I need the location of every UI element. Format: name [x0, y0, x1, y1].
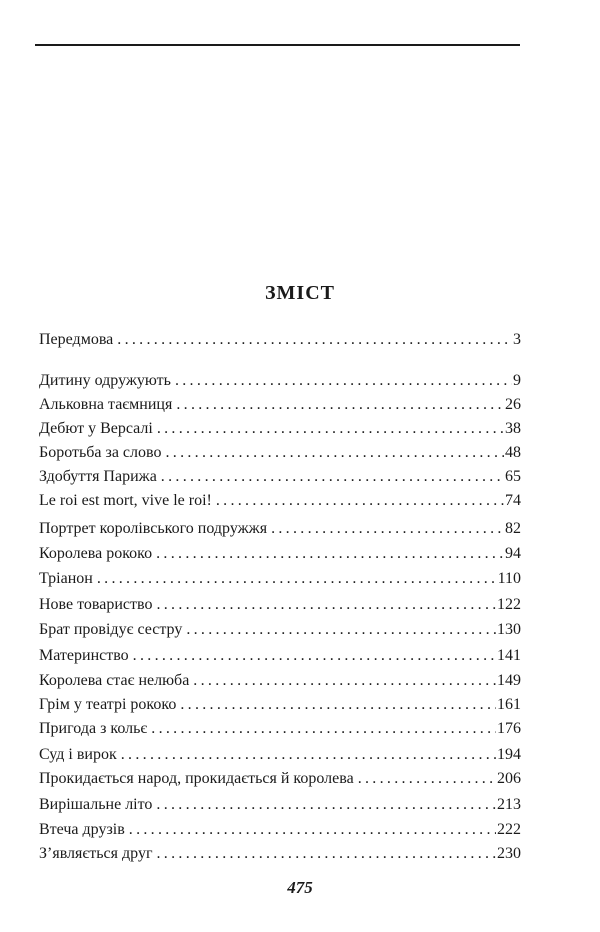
toc-entry-title: Материнство: [39, 647, 129, 664]
toc-entry-title: Королева стає нелюба: [39, 672, 190, 689]
dot-leader: [161, 466, 504, 488]
toc-entry: [39, 645, 521, 667]
toc-entry: [39, 819, 521, 841]
toc-entry-page: 38: [505, 420, 521, 437]
dot-leader: [193, 670, 496, 692]
toc-entry-page: 149: [497, 672, 521, 689]
toc-entry-title: Здобуття Парижа: [39, 468, 157, 485]
dot-leader: [176, 394, 504, 416]
toc-entry-title: Нове товариство: [39, 596, 153, 613]
dot-leader: [156, 794, 496, 816]
toc-entry-page: 82: [505, 520, 521, 537]
toc-entry-title: Портрет королівського подружжя: [39, 520, 268, 537]
dot-leader: [121, 744, 496, 766]
dot-leader: [151, 718, 496, 740]
page-number: 475: [287, 878, 313, 897]
dot-leader: [157, 418, 504, 440]
dot-leader: [133, 645, 496, 667]
toc-entry-title: Королева рококо: [39, 545, 153, 562]
toc-entry-page: 122: [497, 596, 521, 613]
toc-entry-page: 65: [505, 468, 521, 485]
toc-entry: [39, 744, 521, 766]
dot-leader: [165, 442, 504, 464]
toc-entry-title: Прокидається народ, прокидається й королева: [39, 770, 354, 787]
toc-entry-title: Дитину одружують: [39, 372, 171, 389]
toc-entry-page: 130: [497, 621, 521, 638]
dot-leader: [117, 329, 512, 351]
toc-entry: [39, 619, 521, 641]
toc-entry: [39, 466, 521, 488]
dot-leader: [97, 568, 497, 590]
toc-entry-page: 94: [505, 545, 521, 562]
toc-entry: [39, 670, 521, 692]
toc-entry: [39, 329, 521, 351]
toc-entry: [39, 768, 521, 790]
toc-entry-title: Суд і вирок: [39, 746, 117, 763]
toc-entry-page: 176: [497, 720, 521, 737]
toc-entry: [39, 718, 521, 740]
dot-leader: [180, 694, 496, 716]
dot-leader: [186, 619, 496, 641]
toc-entry-page: 161: [497, 696, 521, 713]
toc-entry-title: Боротьба за слово: [39, 444, 162, 461]
toc-entry-title: Пригода з кольє: [39, 720, 148, 737]
dot-leader: [271, 518, 504, 540]
toc-entry-title: Вирішальне літо: [39, 796, 153, 813]
toc-entry-page: 141: [497, 647, 521, 664]
toc-entry: [39, 594, 521, 616]
toc-entry: [39, 370, 521, 392]
table-of-contents: [39, 0, 521, 932]
toc-entry-page: 194: [497, 746, 521, 763]
toc-entry-page: 230: [497, 845, 521, 862]
toc-entry-title: Le roi est mort, vive le roi!: [39, 492, 212, 509]
dot-leader: [358, 768, 496, 790]
toc-entry: [39, 518, 521, 540]
toc-entry: [39, 843, 521, 865]
toc-entry-title: Передмова: [39, 331, 114, 348]
dot-leader: [175, 370, 512, 392]
dot-leader: [156, 543, 504, 565]
toc-entry: [39, 543, 521, 565]
toc-entry-title: Тріанон: [39, 570, 93, 587]
dot-leader: [157, 843, 497, 865]
toc-entry: [39, 418, 521, 440]
toc-entry-page: 213: [497, 796, 521, 813]
toc-entry-title: Брат провідує сестру: [39, 621, 183, 638]
toc-entry-page: 9: [513, 372, 521, 389]
toc-entry-page: 74: [505, 492, 521, 509]
toc-entry-title: З’являється друг: [39, 845, 153, 862]
toc-entry: [39, 568, 521, 590]
toc-entry: [39, 442, 521, 464]
toc-entry: [39, 794, 521, 816]
toc-entry-page: 110: [497, 570, 521, 587]
toc-entry-page: 222: [497, 821, 521, 838]
toc-heading: ЗМІСТ: [265, 282, 335, 304]
toc-entry: [39, 694, 521, 716]
toc-entry-page: 48: [505, 444, 521, 461]
dot-leader: [216, 490, 504, 512]
toc-entry-page: 26: [505, 396, 521, 413]
toc-entry-title: Альковна таємниця: [39, 396, 173, 413]
dot-leader: [156, 594, 496, 616]
toc-entry-title: Грім у театрі рококо: [39, 696, 177, 713]
dot-leader: [129, 819, 496, 841]
toc-entry-page: 206: [497, 770, 521, 787]
toc-entry: [39, 490, 521, 512]
toc-entry-title: Втеча друзів: [39, 821, 125, 838]
toc-entry-page: 3: [513, 331, 521, 348]
toc-entry-title: Дебют у Версалі: [39, 420, 153, 437]
toc-entry: [39, 394, 521, 416]
